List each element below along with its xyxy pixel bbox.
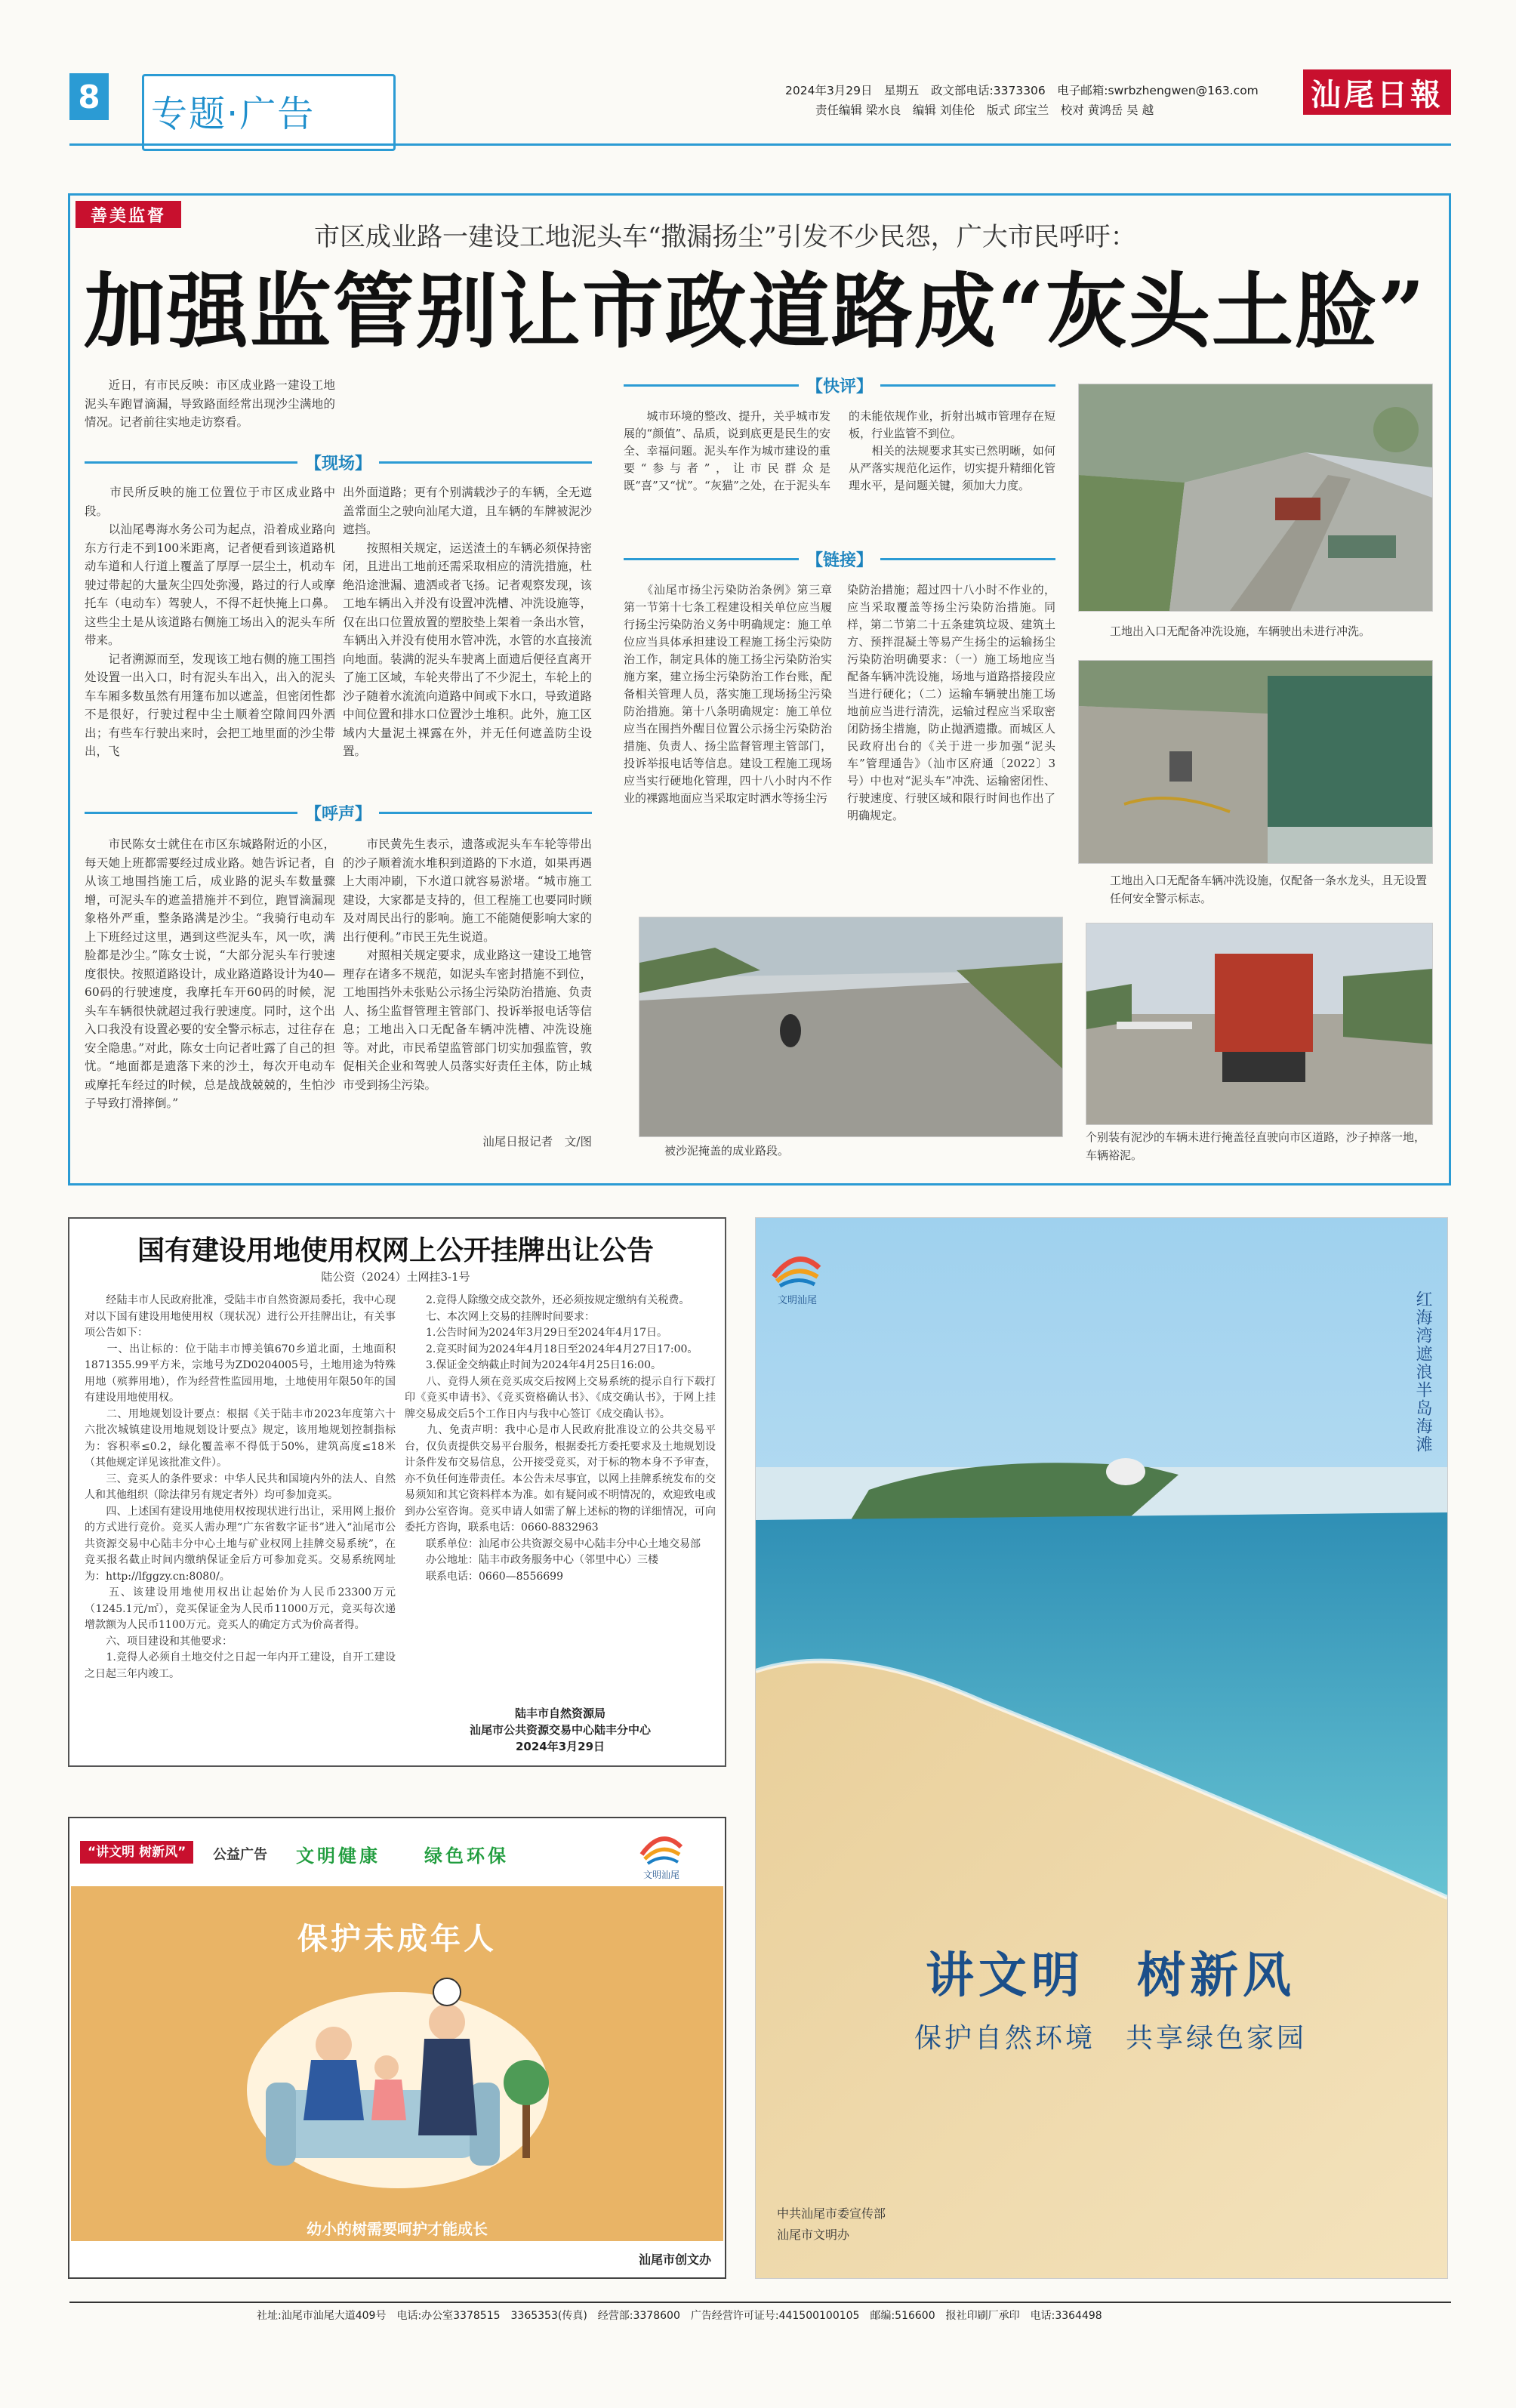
family-illustration	[220, 1969, 575, 2196]
photo-caption-3: 被沙泥掩盖的成业路段。	[664, 1144, 790, 1158]
psa-logo-icon	[637, 1824, 686, 1867]
intro-paragraph: 近日，有市民反映：市区成业路一建设工地泥头车跑冒滴漏，导致路面经常出现沙尘满地的情况。记者前往实地走访察看。	[85, 378, 335, 429]
beach-sponsor-2: 汕尾市文明办	[777, 2228, 850, 2242]
section-head-link-label: 链接	[822, 550, 856, 570]
section-head-quick: 【快评】	[624, 375, 1055, 396]
intro-paragraph-cont	[343, 376, 592, 421]
photo-caption-1: 工地出入口无配备冲洗设施，车辆驶出未进行冲洗。	[1110, 624, 1371, 638]
date-line: 2024年3月29日 星期五 政文部电话:3373306 电子邮箱:swrbzhengwen@163.com	[785, 84, 1259, 97]
scene-col-2: 出外面道路；更有个别满载沙子的车辆，全无遮盖常面尘之驶向汕尾大道，且车辆的车牌被泥沙遮挡。 按照相关规定，运送渣土的车辆必须保持密闭，且进出工地前还需采取相应的清洗措施，杜绝沿途泄漏、遗洒或者飞扬。记者观察发现，该工地车辆出入并没有设置冲洗槽、冲洗设施等，仅在出口位置放置的塑胶垫上架着一条出水管，车辆出入并没有使用水管冲洗，水管的水直接流向地面。装满的泥头车驶离上面遗后便径直离开了施工区域，车轮夹带出了不少泥土，车轮上的沙子随着水流流向道路中间或下水口，导致道路中间位置和排水口位置沙土堆积。此外，施工区域内大量泥土裸露在外，并无任何遮盖防尘设置。	[343, 486, 592, 758]
paper-name-logo: 汕尾日報	[1303, 69, 1451, 115]
psa-beach-box	[755, 1217, 1448, 2279]
photo-construction-gate-top	[1078, 384, 1433, 612]
psa-logo-text: 文明汕尾	[642, 1870, 679, 1880]
feature-subtitle: 市区成业路一建设工地泥头车“撒漏扬尘”引发不少民怨，广大市民呼吁：	[314, 222, 1136, 252]
land-notice-signer-2: 汕尾市公共资源交易中心陆丰分中心	[469, 1723, 651, 1737]
feature-headline: 加强监管别让市政道路成“灰头土脸”	[83, 264, 1427, 359]
voice-col-1: 市民陈女士就住在市区东城路附近的小区，每天她上班都需要经过成业路。她告诉记者，自从该工地围挡施工后，成业路的泥头车数量骤增，可泥头车的遮盖措施并不到位，跑冒滴漏现象格外严重，整条路满是沙尘。“我骑行电动车上下班经过这里，遇到这些泥头车，风一吹，满脸都是沙尘。”陈女士说，“大部分泥头车行驶速度很快。按照道路设计，成业路道路设计为40—60码的行驶速度，我摩托车开60码的时候，泥头车车辆很快就超过我行驶速度。同时，这个出入口我没有设置必要的安全警示标志，过往存在安全隐患。”对此，陈女士向记者吐露了自己的担忧。“地面都是遗落下来的沙土，每次开电动车或摩托车经过的时候，总是战战兢兢的，生怕沙子导致打滑摔倒。”	[85, 837, 335, 1110]
psa-sponsor: 汕尾市创文办	[638, 2252, 711, 2267]
land-notice-title: 国有建设用地使用权网上公开挂牌出让公告	[137, 1235, 654, 1266]
psa-slogan-b: 绿色环保	[424, 1845, 509, 1867]
section-head-voice: 【呼声】	[85, 802, 592, 823]
psa-minors-title: 保护未成年人	[297, 1922, 497, 1956]
land-notice-signer-1: 陆丰市自然资源局	[514, 1707, 605, 1720]
land-notice-col-2: 2.竞得人除缴交成交款外，还必须按规定缴纳有关税费。 七、本次网上交易的挂牌时间要求： 1.公告时间为2024年3月29日至2024年4月17日。 2.竞买时间为2024年4月18日至2024年4月27日17:00。 3.保证金交纳截止时间为2024年4月25日16:00。 八、竞得人须在竞买成交后按网上交易系统的提示自行下载打印《竞买申请书》、《竞买资格确认书》、《成交确认书》，于网上挂牌交易成交后5个工作日内与我中心签订《成交确认书》。 九、免责声明：我中心是市人民政府批准设立的公共交易平台，仅负责提供交易平台服务，根据委托方委托要求及土地规划设计条件发布交易信息，公开接受竞买，对于标的物本身不予审查，亦不负任何连带责任。本公告未尽事宜，以网上挂牌系统发布的交易须知和其它资料样本为准。如有疑问或不明情况的，欢迎致电或到办公室咨询。竞买申请人如需了解上述标的物的详细情况，可向委托方咨询，联系电话：0660-8832963 联系单位：汕尾市公共资源交易中心陆丰分中心土地交易部 办公地址：陆丰市政务服务中心（邻里中心）三楼 联系电话：0660—8556699	[405, 1294, 716, 1583]
quick-comment: 城市环境的整改、提升，关乎城市发展的“颜值”、品质，说到底更是民生的安全、幸福问题。泥头车作为城市建设的重要“参与者”，让市民群众是既“喜”又“忧”。“灰猫”之处，在于泥头车的未能依规作业，折射出城市管理存在短板，行业监管不到位。 相关的法规要求其实已然明晰，如何从严落实规范化运作，切实提升精细化管理水平，是问题关键，须加大力度。	[624, 409, 1055, 492]
footer-rule	[69, 2302, 1451, 2303]
link-col-2: 染防治措施；超过四十八小时不作业的，应当采取覆盖等扬尘污染防治措施。同样，第二节第二十五条建筑垃圾、建筑土方、预拌混凝土等易产生扬尘的运输扬尘污染防治明确要求：（一）施工场地应当配备车辆冲洗设施，场地与道路搭接段应当进行硬化；（二）运输车辆驶出施工场地前应当进行清洗，运输过程应当采取密闭防扬尘措施，防止抛洒遗撒。而城区人民政府出台的《关于进一步加强“泥头车”管理通告》（汕市区府通〔2022〕3号）中也对“泥头车”冲洗、运输密闭性、行驶速度、行驶区域和限行时间也作出了明确规定。	[847, 583, 1055, 822]
photo-uncovered-truck	[1086, 923, 1433, 1125]
scene-col-1: 市民所反映的施工位置位于市区成业路中段。 以汕尾粤海水务公司为起点，沿着成业路向东方行走不到100米距离，记者便看到该道路机动车道和人行道上覆盖了厚厚一层尘土，机动车驶过带起的大量灰尘四处弥漫，路过的行人或摩托车（电动车）驾驶人，不得不赶快掩上口鼻。这些尘土是从该道路右侧施工场出入的泥头车所带来。 记者溯源而至，发现该工地右侧的施工围挡处设置一出入口，时有泥头车出入，出入的泥头车车厢多数虽然有用篷布加以遮盖，但密闭性都不是很好，行驶过程中尘土顺着空隙间四外洒出；有些车行驶出来时，会把工地里面的沙尘带出，飞	[85, 486, 335, 758]
beach-logo-text: 文明汕尾	[777, 1295, 817, 1306]
section-head-scene: 【现场】	[85, 452, 592, 473]
section-head-scene-label: 现场	[321, 454, 355, 473]
psa-slogan-a: 文明健康	[296, 1845, 381, 1867]
link-col-1: 《汕尾市扬尘污染防治条例》第三章第一节第十七条工程建设相关单位应当履行扬尘污染防治义务中明确规定：施工单位应当具体承担建设工程施工扬尘污染防治工作，制定具体的施工扬尘污染防治实施方案，建立扬尘污染防治工作台账，配备相关管理人员，落实施工现场扬尘污染防治措施。第十八条明确规定：施工单位应当在围挡外醒目位置公示扬尘污染防治措施、负责人、扬尘监督管理主管部门，投诉举报电话等信息。建设工程施工现场应当实行硬地化管理，四十八小时内不作业的裸露地面应当采取定时洒水等扬尘污	[624, 583, 832, 805]
psa-banner-tag: “讲文明 树新风”	[80, 1841, 193, 1864]
section-head-quick-label: 快评	[822, 377, 856, 396]
beach-sponsor-1: 中共汕尾市委宣传部	[777, 2206, 886, 2221]
beach-vertical-caption: 红海湾遮浪半岛海滩	[1413, 1290, 1432, 1454]
editors-line: 责任编辑 梁水良 编辑 刘佳伦 版式 邱宝兰 校对 黄鸿岳 吴 越	[815, 103, 1154, 117]
psa-bottom-slogan: 幼小的树需要呵护才能成长	[307, 2220, 488, 2238]
beach-headline: 讲文明 树新风	[926, 1948, 1296, 2004]
masthead-rule	[69, 143, 1451, 146]
photo-caption-4: 个别装有泥沙的车辆未进行掩盖径直驶向市区道路，沙子掉落一地，车辆裕泥。	[1086, 1130, 1426, 1162]
land-notice-subtitle: 陆公资（2024）土网挂3-1号	[321, 1270, 470, 1284]
footer-info: 社址:汕尾市汕尾大道409号 电话:办公室3378515 3365353(传真) 经营部:3378600 广告经营许可证号:4415001001​05 邮编:516600 报社印刷厂承印 电话:3364498	[257, 2310, 1102, 2322]
beach-subline: 保护自然环境 共享绿色家园	[914, 2023, 1307, 2054]
psa-banner-type: 公益广告	[213, 1847, 267, 1863]
land-notice-col-1: 经陆丰市人民政府批准，受陆丰市自然资源局委托，我中心现对以下国有建设用地使用权（现状况）进行公开挂牌出让，有关事项公告如下： 一、出让标的：位于陆丰市博美镇670乡道北面，土地面积1871355.99平方米，宗地号为ZD0204005号，土地用途为特殊用地（殡葬用地），作为经营性监园用地，土地使用年限50年的国有建设用地使用权。 二、用地规划设计要点：根据《关于陆丰市2023年度第六十六批次城镇建设用地规划设计要点》规定，该用地规划控制指标为：容积率≤0.2，绿化覆盖率不得低于50%，建筑高度≤18米（其他规定详见该批准文件）。 三、竞买人的条件要求：中华人民共和国境内外的法人、自然人和其他组织（除法律另有规定者外）均可参加竞买。 四、上述国有建设用地使用权按现状进行出让，采用网上报价的方式进行竞价。竞买人需办理“广东省数字证书”进入“汕尾市公共资源交易中心陆丰分中心土地与矿业权网上挂牌交易系统”，在竞买报名截止时间内缴纳保证金后方可参加竞买。交易系统网址为：http://lfggzy.cn:8080/。 五、该建设用地使用权出让起始价为人民币23300万元（1245.1元/㎡），竞买保证金为人民币11000万元，竞买每次递增款额为人民币1100万元。竞买人的确定方式为价高者得。 六、项目建设和其他要求： 1.竞得人必须自土地交付之日起一年内开工建设，自开工建设之日起三年内竣工。	[85, 1294, 396, 1680]
land-notice-date: 2024年3月29日	[515, 1740, 605, 1753]
voice-col-2: 市民黄先生表示，遗落或泥头车车轮等带出的沙子顺着流水堆积到道路的下水道，如果再遇上大雨冲刷，下水道口就容易淤堵。“城市施工建设，大家都是支持的，但工程施工也要同时顾及对周民出行的影响。施工不能随便影响大家的出行便利。”市民王先生说道。 对照相关规定要求，成业路这一建设工地管理存在诸多不规范，如泥头车密封措施不到位，工地围挡外未张贴公示扬尘污染防治措施、负责人、扬尘监督管理主管部门、投诉举报电话等信息；工地出入口无配备车辆冲洗槽、冲洗设施等。对此，市民希望监管部门切实加强监管，敦促相关企业和驾驶人员落实好责任主体，防止城市受到扬尘污染。	[343, 837, 592, 1092]
psa-minors-box	[68, 1817, 726, 2279]
byline: 汕尾日报记者 文/图	[482, 1135, 592, 1149]
beach-logo-icon	[769, 1244, 824, 1289]
section-title: 专题·广告	[151, 93, 316, 135]
photo-dusty-road	[639, 917, 1063, 1137]
section-head-link: 【链接】	[624, 548, 1055, 569]
section-head-voice-label: 呼声	[321, 804, 355, 824]
page-number-badge: 8	[69, 73, 109, 120]
photo-construction-gate-hose	[1078, 660, 1433, 864]
photo-caption-2: 工地出入口无配备车辆冲洗设施，仅配备一条水龙头，且无设置任何安全警示标志。	[1110, 874, 1428, 905]
feature-tag: 善美监督	[75, 201, 181, 228]
